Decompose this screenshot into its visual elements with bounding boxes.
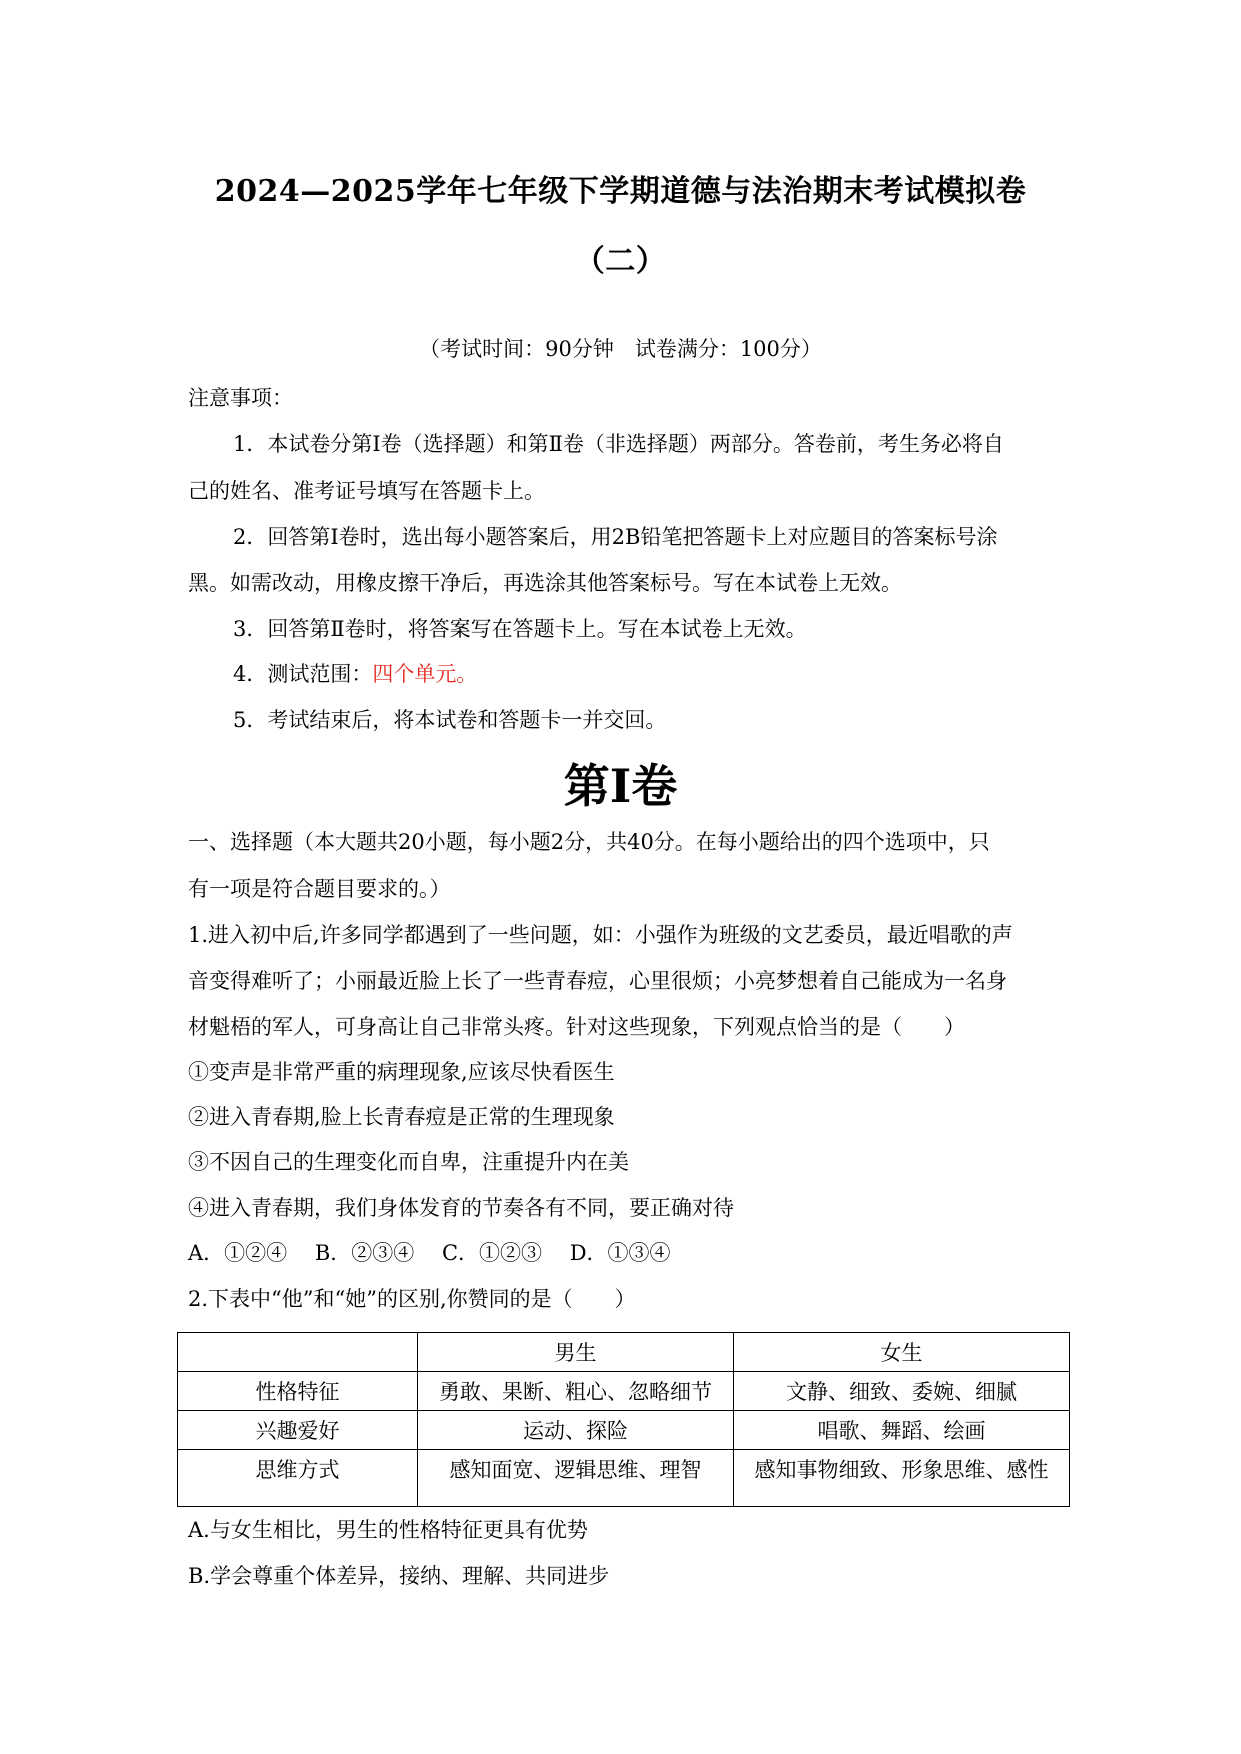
table-cell: 唱歌、舞蹈、绘画 [734,1411,1070,1450]
exam-subtitle: （二） [574,244,667,279]
table-row [178,1411,1070,1450]
note-item-4 [233,659,477,689]
q1-options: A．①②④ B．②③④ C．①②③ D．①③④ [188,1241,671,1265]
table-header-cell [178,1333,418,1372]
section-instruction-line-2: 有一项是符合题目要求的。） [188,877,451,901]
q1-stem-line-2: 音变得难听了；小丽最近脸上长了一些青春痘，心里很烦；小亮梦想着自己能成为一名身 [188,969,1007,993]
table-cell: 运动、探险 [418,1411,734,1450]
q1-stem-line-3: 材魁梧的军人，可身高让自己非常头疼。针对这些现象，下列观点恰当的是（ ） [188,1015,965,1039]
q2-stem: 2.下表中“他”和“她”的区别,你赞同的是（ ） [188,1287,636,1311]
note-item-1-line-1: 1．本试卷分第Ⅰ卷（选择题）和第Ⅱ卷（非选择题）两部分。答卷前，考生务必将自 [233,432,1004,456]
table-cell: 文静、细致、委婉、细腻 [734,1372,1070,1411]
exam-info: （考试时间：90分钟 试卷满分：100分） [419,337,822,361]
table-cell: 思维方式 [178,1450,418,1507]
comparison-table [177,1332,1070,1507]
note-item-4-prefix: 4．测试范围： [233,662,373,686]
q2-option-b: B.学会尊重个体差异，接纳、理解、共同进步 [188,1564,610,1588]
table-row [178,1372,1070,1411]
section-instruction-line-1: 一、选择题（本大题共20小题，每小题2分，共40分。在每小题给出的四个选项中，只 [188,830,990,854]
note-item-2-line-2: 黑。如需改动，用橡皮擦干净后，再选涂其他答案标号。写在本试卷上无效。 [188,571,902,595]
table-cell: 勇敢、果断、粗心、忽略细节 [418,1372,734,1411]
section-title: 第Ⅰ卷 [563,759,678,813]
table-cell: 兴趣爱好 [178,1411,418,1450]
notes-heading: 注意事项： [188,386,293,410]
table-cell: 感知面宽、逻辑思维、理智 [418,1450,734,1507]
note-item-1-line-2: 己的姓名、准考证号填写在答题卡上。 [188,479,545,503]
note-item-2-line-1: 2．回答第Ⅰ卷时，选出每小题答案后，用2B铅笔把答题卡上对应题目的答案标号涂 [233,525,998,549]
q1-stem-line-1: 1.进入初中后,许多同学都遇到了一些问题，如：小强作为班级的文艺委员，最近唱歌的声 [188,923,1013,947]
table-header-row [178,1333,1070,1372]
table-header-cell: 男生 [418,1333,734,1372]
test-scope-value: 四个单元。 [372,662,478,686]
q1-statement-2: ②进入青春期,脸上长青春痘是正常的生理现象 [188,1105,615,1129]
table-cell: 性格特征 [178,1372,418,1411]
exam-title: 2024—2025学年七年级下学期道德与法治期末考试模拟卷 [214,174,1027,209]
table-cell: 感知事物细致、形象思维、感性 [734,1450,1070,1507]
note-item-5: 5．考试结束后，将本试卷和答题卡一并交回。 [233,708,667,732]
table-row [178,1450,1070,1507]
note-item-3: 3．回答第Ⅱ卷时，将答案写在答题卡上。写在本试卷上无效。 [233,617,807,641]
q2-option-a: A.与女生相比，男生的性格特征更具有优势 [188,1518,588,1542]
q1-statement-3: ③不因自己的生理变化而自卑，注重提升内在美 [188,1150,629,1174]
table-header-cell: 女生 [734,1333,1070,1372]
q1-statement-1: ①变声是非常严重的病理现象,应该尽快看医生 [188,1060,615,1084]
q1-statement-4: ④进入青春期，我们身体发育的节奏各有不同，要正确对待 [188,1196,734,1220]
